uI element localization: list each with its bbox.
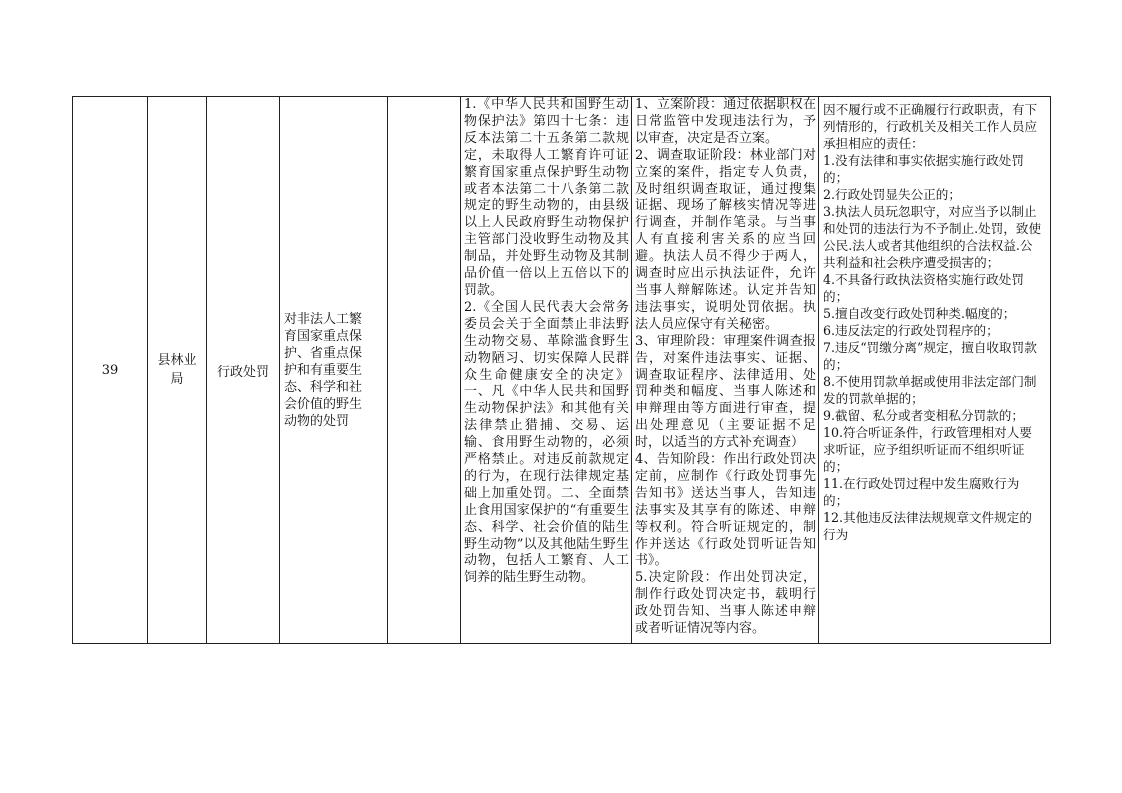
responsibility-intro: 因不履行或不正确履行行政职责，有下列情形的，行政机关及相关工作人员应承担相应的责任：	[823, 102, 1038, 151]
power-category: 行政处罚	[216, 364, 269, 380]
row-number: 39	[101, 362, 119, 378]
department-name: 县林业局	[157, 353, 197, 387]
category-cell	[207, 97, 280, 644]
legal-basis-cell	[461, 97, 632, 644]
table-row	[73, 97, 1051, 644]
responsibility-item: 8.不使用罚款单据或使用非法定部门制发的罚款单据的；	[823, 374, 1037, 406]
procedure-step: 4、告知阶段：作出行政处罚决定前，应制作《行政处罚事先告知书》送达当事人，告知违法事实及其享有的陈述、申辩等权利。符合听证规定的，制作并送达《行政处罚听证告知书》。	[635, 452, 816, 569]
power-list-table	[72, 96, 1051, 644]
sub-item-cell	[388, 97, 461, 644]
responsibility-cell	[819, 97, 1051, 644]
legal-basis-paragraph: 2.《全国人民代表大会常务委员会关于全面禁止非法野生动物交易、革除滥食野生动物陋习、切实保障人民群众生命健康安全的决定》一、凡《中华人民共和国野生动物保护法》和其他有关法律禁止猎捕、交易、运输、食用野生动物的，必须严格禁止。对违反前款规定的行为，在现行法律规定基础上加重处罚。二、全面禁止食用国家保护的“有重要生态、科学、社会价值的陆生野生动物”以及其他陆生野生动物，包括人工繁育、人工饲养的陆生野生动物。	[464, 299, 629, 586]
power-item-name: 对非法人工繁育国家重点保护、省重点保护和有重要生态、科学和社会价值的野生动物的处罚	[284, 311, 363, 429]
responsibility-item: 4.不具备行政执法资格实施行政处罚的；	[823, 272, 1024, 304]
responsibility-item: 7.违反“罚缴分离”规定，擅自收取罚款的；	[823, 340, 1037, 372]
procedure-step: 1、立案阶段：通过依据职权在日常监管中发现违法行为，予以审查，决定是否立案。	[635, 97, 816, 146]
responsibility-item: 10.符合听证条件，行政管理相对人要求听证，应予组织听证而不组织听证的；	[823, 425, 1032, 474]
procedure-step: 2、调查取证阶段：林业部门对立案的案件，指定专人负责，及时组织调查取证，通过搜集证据、现场了解核实情况等进行调查，并制作笔录。与当事人有直接利害关系的应当回避。执法人员不得少于两人，调查时应出示执法证件，允许当事人辩解陈述。认定并告知违法事实，说明处罚依据。执法人员应保守有关秘密。	[635, 147, 816, 332]
responsibility-item: 11.在行政处罚过程中发生腐败行为的；	[823, 476, 1020, 508]
procedure-cell	[632, 97, 819, 644]
responsibility-item: 9.截留、私分或者变相私分罚款的；	[823, 408, 1024, 423]
responsibility-item: 3.执法人员玩忽职守，对应当予以制止和处罚的违法行为不予制止.处罚，致使公民.法人或者其他组织的合法权益.公共利益和社会秩序遭受损害的；	[823, 204, 1042, 270]
responsibility-item: 5.擅自改变行政处罚种类.幅度的；	[823, 306, 1016, 321]
responsibility-item: 1.没有法律和事实依据实施行政处罚的；	[823, 153, 1024, 185]
responsibility-item: 2.行政处罚显失公正的；	[823, 187, 961, 202]
responsibility-item: 12.其他违反法律法规规章文件规定的行为	[823, 510, 1032, 542]
department-cell	[148, 97, 207, 644]
item-name-cell	[280, 97, 388, 644]
legal-basis-paragraph: 1.《中华人民共和国野生动物保护法》第四十七条：违反本法第二十五条第二款规定，未取得人工繁育许可证繁育国家重点保护野生动物或者本法第二十八条第二款规定的野生动物的，由县级以上人民政府野生动物保护主管部门没收野生动物及其制品，并处野生动物及其制品价值一倍以上五倍以下的罚款。	[464, 97, 629, 298]
procedure-step: 5.决定阶段：作出处罚决定，制作行政处罚决定书，载明行政处罚告知、当事人陈述申辩或者听证情况等内容。	[635, 570, 816, 637]
responsibility-item: 6.违反法定的行政处罚程序的；	[823, 323, 999, 338]
procedure-step: 3、审理阶段：审理案件调查报告，对案件违法事实、证据、调查取证程序、法律适用、处罚种类和幅度、当事人陈述和申辩理由等方面进行审查，提出处理意见（主要证据不足时，以适当的方式补充调查）	[635, 333, 816, 451]
row-number-cell	[73, 97, 148, 644]
